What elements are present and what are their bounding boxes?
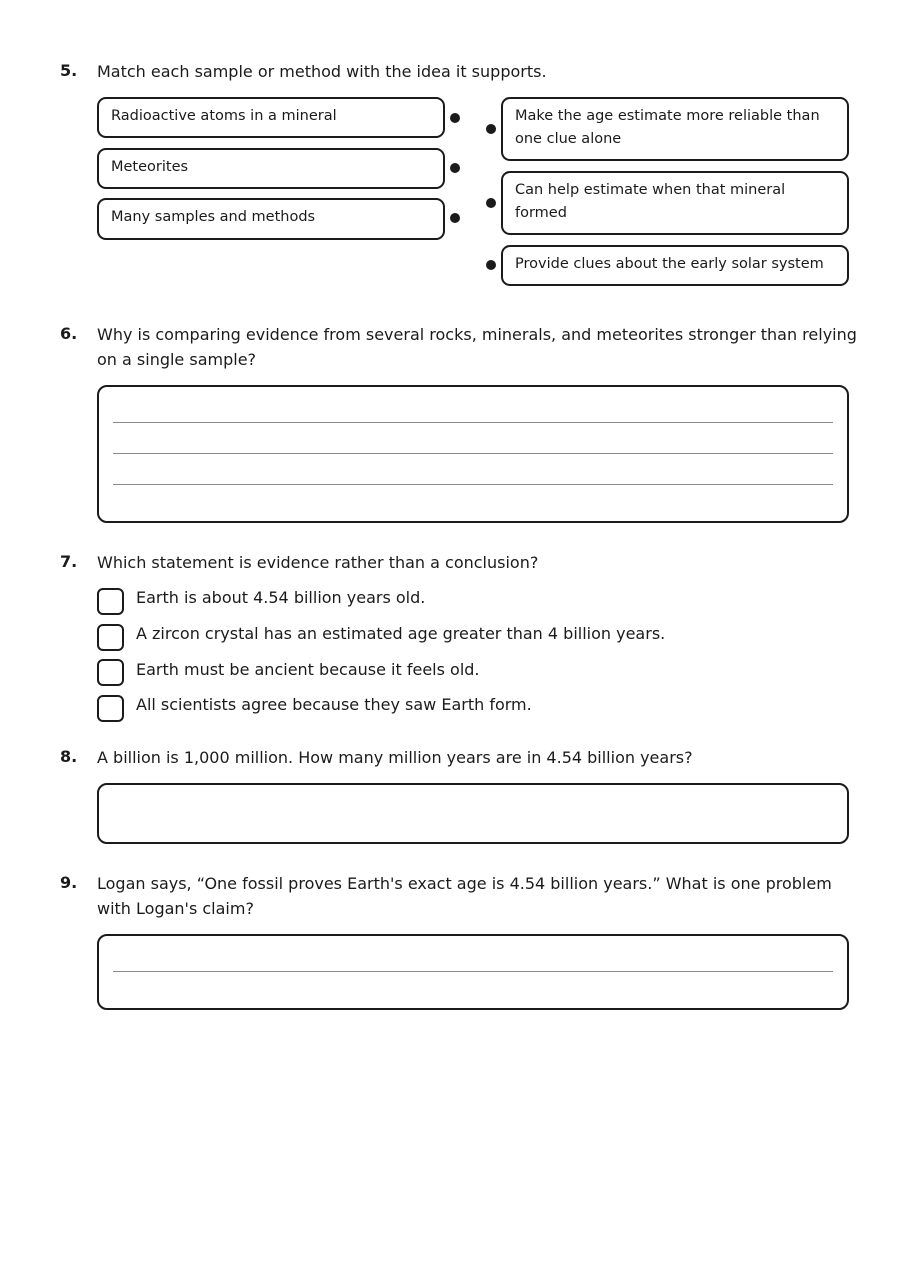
- match-right-dot-3[interactable]: [486, 260, 496, 270]
- option-checkbox-3[interactable]: [97, 659, 124, 686]
- match-right-item-2[interactable]: Can help estimate when that mineral formed: [501, 171, 849, 235]
- match-left-dot-3[interactable]: [450, 213, 460, 223]
- question-9-answer-box[interactable]: [97, 934, 849, 1010]
- question-7-number: 7.: [60, 552, 78, 571]
- question-8-prompt: A billion is 1,000 million. How many million years are in 4.54 billion years?: [97, 748, 693, 767]
- question-9-prompt: Logan says, “One fossil proves Earth's exact age is 4.54 billion years.” What is one problem with Logan's claim?: [97, 874, 832, 918]
- question-6-number: 6.: [60, 324, 78, 343]
- question-7-prompt: Which statement is evidence rather than a conclusion?: [97, 553, 539, 572]
- answer-line: [113, 453, 833, 454]
- question-5-number: 5.: [60, 61, 78, 80]
- match-right-item-1[interactable]: Make the age estimate more reliable than one clue alone: [501, 97, 849, 161]
- match-left-item-3[interactable]: Many samples and methods: [97, 198, 445, 240]
- match-left-dot-2[interactable]: [450, 163, 460, 173]
- match-left-item-2[interactable]: Meteorites: [97, 148, 445, 189]
- option-text-4: All scientists agree because they saw Earth form.: [136, 695, 532, 714]
- option-text-3: Earth must be ancient because it feels old.: [136, 660, 480, 679]
- match-left-item-1[interactable]: Radioactive atoms in a mineral: [97, 97, 445, 138]
- question-8-number: 8.: [60, 747, 78, 766]
- match-right-dot-2[interactable]: [486, 198, 496, 208]
- option-text-1: Earth is about 4.54 billion years old.: [136, 588, 426, 607]
- answer-line: [113, 971, 833, 972]
- match-right-dot-1[interactable]: [486, 124, 496, 134]
- question-8-answer-box[interactable]: [97, 783, 849, 844]
- answer-line: [113, 484, 833, 485]
- option-text-2: A zircon crystal has an estimated age greater than 4 billion years.: [136, 624, 666, 643]
- option-checkbox-2[interactable]: [97, 624, 124, 651]
- option-checkbox-1[interactable]: [97, 588, 124, 615]
- match-right-item-3[interactable]: Provide clues about the early solar system: [501, 245, 849, 286]
- match-left-dot-1[interactable]: [450, 113, 460, 123]
- question-5-prompt: Match each sample or method with the idea it supports.: [97, 62, 547, 81]
- option-checkbox-4[interactable]: [97, 695, 124, 722]
- question-9-number: 9.: [60, 873, 78, 892]
- answer-line: [113, 422, 833, 423]
- question-6-prompt: Why is comparing evidence from several rocks, minerals, and meteorites stronger than relying on a single sample?: [97, 325, 857, 369]
- question-6-answer-box[interactable]: [97, 385, 849, 523]
